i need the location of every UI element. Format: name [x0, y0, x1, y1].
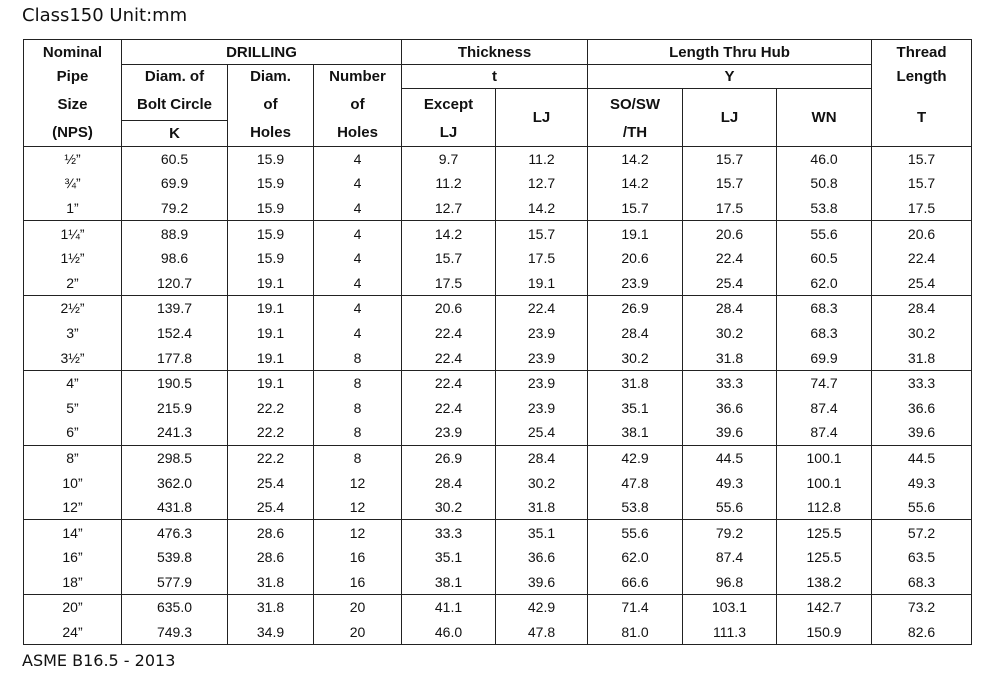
cell-thickness-except-lj: 35.1 [402, 545, 496, 570]
cell-thickness-lj: 31.8 [496, 495, 588, 520]
header-length-thru-hub: Length Thru Hub [588, 40, 872, 65]
header-drilling: DRILLING [122, 40, 402, 65]
header-nps-line2: Pipe [24, 65, 122, 89]
flange-dimensions-table [23, 39, 972, 645]
cell-thickness-except-lj: 22.4 [402, 321, 496, 346]
cell-hole-diameter: 15.9 [228, 196, 314, 221]
cell-bolt-circle: 577.9 [122, 570, 228, 595]
cell-hub-wn: 62.0 [777, 270, 872, 295]
table-row [24, 246, 972, 271]
cell-hub-lj: 28.4 [683, 296, 777, 321]
cell-bolt-circle: 69.9 [122, 171, 228, 196]
cell-bolt-circle: 476.3 [122, 520, 228, 545]
table-row [24, 545, 972, 570]
cell-bolt-circle: 635.0 [122, 595, 228, 620]
header-hub-symbol: Y [588, 65, 872, 89]
cell-thickness-except-lj: 15.7 [402, 246, 496, 271]
cell-thickness-lj: 28.4 [496, 445, 588, 470]
cell-bolt-circle: 60.5 [122, 146, 228, 171]
table-row [24, 171, 972, 196]
cell-bolt-circle: 120.7 [122, 270, 228, 295]
cell-hub-lj: 103.1 [683, 595, 777, 620]
table-row [24, 270, 972, 295]
header-except-lj-line1: Except [402, 89, 496, 121]
cell-thickness-lj: 22.4 [496, 296, 588, 321]
cell-hub-so-sw-th: 30.2 [588, 345, 683, 370]
cell-thickness-lj: 23.9 [496, 321, 588, 346]
cell-hole-count: 4 [314, 321, 402, 346]
cell-hole-diameter: 22.2 [228, 420, 314, 445]
cell-thread-length: 68.3 [872, 570, 972, 595]
cell-thickness-lj: 47.8 [496, 620, 588, 645]
cell-thickness-except-lj: 12.7 [402, 196, 496, 221]
cell-hub-so-sw-th: 53.8 [588, 495, 683, 520]
cell-thickness-except-lj: 9.7 [402, 146, 496, 171]
cell-hub-so-sw-th: 42.9 [588, 445, 683, 470]
header-hub-lj: LJ [683, 89, 777, 147]
cell-hub-lj: 25.4 [683, 270, 777, 295]
cell-thickness-except-lj: 22.4 [402, 370, 496, 395]
cell-hole-count: 4 [314, 296, 402, 321]
cell-nps: 6” [24, 420, 122, 445]
cell-bolt-circle: 362.0 [122, 470, 228, 495]
cell-thread-length: 73.2 [872, 595, 972, 620]
cell-thickness-lj: 35.1 [496, 520, 588, 545]
table-row [24, 321, 972, 346]
cell-hub-wn: 100.1 [777, 470, 872, 495]
cell-hole-count: 4 [314, 246, 402, 271]
table-row [24, 370, 972, 395]
cell-thickness-lj: 23.9 [496, 395, 588, 420]
header-thickness: Thickness [402, 40, 588, 65]
table-row [24, 395, 972, 420]
cell-thickness-lj: 17.5 [496, 246, 588, 271]
cell-hub-lj: 39.6 [683, 420, 777, 445]
cell-hole-diameter: 15.9 [228, 246, 314, 271]
cell-hole-diameter: 34.9 [228, 620, 314, 645]
cell-hole-diameter: 15.9 [228, 221, 314, 246]
table-caption: Class150 Unit:mm [22, 5, 188, 26]
cell-thickness-lj: 14.2 [496, 196, 588, 221]
table-row [24, 420, 972, 445]
cell-thickness-lj: 42.9 [496, 595, 588, 620]
cell-thread-length: 15.7 [872, 146, 972, 171]
cell-nps: ½” [24, 146, 122, 171]
cell-hole-count: 12 [314, 470, 402, 495]
cell-hub-so-sw-th: 55.6 [588, 520, 683, 545]
cell-thickness-lj: 23.9 [496, 345, 588, 370]
cell-hub-so-sw-th: 26.9 [588, 296, 683, 321]
cell-hole-diameter: 31.8 [228, 595, 314, 620]
cell-hub-lj: 36.6 [683, 395, 777, 420]
header-number-holes-line1: Number [314, 65, 402, 89]
cell-hub-lj: 30.2 [683, 321, 777, 346]
cell-hole-count: 8 [314, 420, 402, 445]
cell-nps: 18” [24, 570, 122, 595]
cell-hub-wn: 138.2 [777, 570, 872, 595]
cell-hub-wn: 150.9 [777, 620, 872, 645]
cell-hub-so-sw-th: 28.4 [588, 321, 683, 346]
cell-bolt-circle: 177.8 [122, 345, 228, 370]
cell-nps: 1¼” [24, 221, 122, 246]
table-header [24, 40, 972, 147]
header-thread-line2: Length [872, 65, 972, 89]
cell-hole-diameter: 25.4 [228, 470, 314, 495]
table-row [24, 146, 972, 171]
cell-hub-so-sw-th: 35.1 [588, 395, 683, 420]
cell-thread-length: 17.5 [872, 196, 972, 221]
cell-nps: 5” [24, 395, 122, 420]
cell-hub-so-sw-th: 81.0 [588, 620, 683, 645]
table-body [24, 146, 972, 645]
header-bolt-circle-line2: Bolt Circle [122, 89, 228, 121]
header-except-lj-line2: LJ [402, 120, 496, 146]
cell-hole-count: 8 [314, 345, 402, 370]
cell-hole-diameter: 15.9 [228, 171, 314, 196]
cell-hole-count: 4 [314, 196, 402, 221]
header-bolt-circle-symbol: K [122, 120, 228, 146]
cell-hole-diameter: 31.8 [228, 570, 314, 595]
cell-hub-wn: 60.5 [777, 246, 872, 271]
cell-hub-wn: 53.8 [777, 196, 872, 221]
header-thread-symbol: T [872, 89, 972, 147]
cell-thread-length: 49.3 [872, 470, 972, 495]
cell-bolt-circle: 298.5 [122, 445, 228, 470]
cell-thread-length: 36.6 [872, 395, 972, 420]
header-nps-line1: Nominal [24, 40, 122, 65]
standard-reference: ASME B16.5 - 2013 [22, 651, 176, 670]
cell-hub-lj: 96.8 [683, 570, 777, 595]
header-sosw-line1: SO/SW [588, 89, 683, 121]
cell-hole-diameter: 22.2 [228, 395, 314, 420]
cell-hole-count: 16 [314, 545, 402, 570]
cell-thread-length: 63.5 [872, 545, 972, 570]
cell-thickness-lj: 25.4 [496, 420, 588, 445]
table-row [24, 345, 972, 370]
cell-thread-length: 55.6 [872, 495, 972, 520]
cell-nps: 2½” [24, 296, 122, 321]
header-diam-holes-line1: Diam. [228, 65, 314, 89]
cell-thickness-lj: 39.6 [496, 570, 588, 595]
cell-bolt-circle: 241.3 [122, 420, 228, 445]
cell-bolt-circle: 539.8 [122, 545, 228, 570]
cell-nps: 14” [24, 520, 122, 545]
header-number-holes-line2: of [314, 89, 402, 121]
cell-thread-length: 20.6 [872, 221, 972, 246]
cell-thread-length: 39.6 [872, 420, 972, 445]
cell-hub-lj: 33.3 [683, 370, 777, 395]
cell-thread-length: 33.3 [872, 370, 972, 395]
cell-nps: 10” [24, 470, 122, 495]
cell-thread-length: 25.4 [872, 270, 972, 295]
cell-hub-lj: 22.4 [683, 246, 777, 271]
cell-nps: 20” [24, 595, 122, 620]
cell-hub-so-sw-th: 20.6 [588, 246, 683, 271]
cell-hub-lj: 20.6 [683, 221, 777, 246]
cell-hub-so-sw-th: 15.7 [588, 196, 683, 221]
cell-thread-length: 31.8 [872, 345, 972, 370]
cell-hub-wn: 112.8 [777, 495, 872, 520]
cell-hub-wn: 55.6 [777, 221, 872, 246]
cell-hub-so-sw-th: 47.8 [588, 470, 683, 495]
table-row [24, 570, 972, 595]
cell-thickness-lj: 19.1 [496, 270, 588, 295]
cell-hole-count: 12 [314, 520, 402, 545]
header-number-holes-line3: Holes [314, 120, 402, 146]
cell-hub-lj: 49.3 [683, 470, 777, 495]
header-nps-line4: (NPS) [24, 120, 122, 146]
cell-hub-wn: 87.4 [777, 395, 872, 420]
cell-hub-so-sw-th: 38.1 [588, 420, 683, 445]
cell-thickness-except-lj: 14.2 [402, 221, 496, 246]
cell-nps: 8” [24, 445, 122, 470]
cell-nps: 24” [24, 620, 122, 645]
cell-hole-count: 12 [314, 495, 402, 520]
cell-nps: ¾” [24, 171, 122, 196]
cell-nps: 3½” [24, 345, 122, 370]
cell-hub-so-sw-th: 71.4 [588, 595, 683, 620]
cell-thread-length: 28.4 [872, 296, 972, 321]
cell-hole-diameter: 19.1 [228, 270, 314, 295]
table-row [24, 520, 972, 545]
cell-nps: 1” [24, 196, 122, 221]
cell-hub-lj: 17.5 [683, 196, 777, 221]
cell-hub-wn: 100.1 [777, 445, 872, 470]
cell-nps: 4” [24, 370, 122, 395]
cell-thickness-except-lj: 38.1 [402, 570, 496, 595]
cell-bolt-circle: 139.7 [122, 296, 228, 321]
cell-hub-so-sw-th: 62.0 [588, 545, 683, 570]
cell-hole-count: 8 [314, 395, 402, 420]
cell-nps: 12” [24, 495, 122, 520]
cell-thread-length: 22.4 [872, 246, 972, 271]
cell-bolt-circle: 98.6 [122, 246, 228, 271]
cell-thickness-lj: 11.2 [496, 146, 588, 171]
cell-nps: 3” [24, 321, 122, 346]
cell-thickness-lj: 23.9 [496, 370, 588, 395]
cell-hole-diameter: 19.1 [228, 296, 314, 321]
cell-bolt-circle: 190.5 [122, 370, 228, 395]
cell-hole-diameter: 25.4 [228, 495, 314, 520]
cell-hole-count: 8 [314, 370, 402, 395]
header-nps-line3: Size [24, 89, 122, 121]
table-row [24, 495, 972, 520]
header-diam-holes-line2: of [228, 89, 314, 121]
cell-thread-length: 30.2 [872, 321, 972, 346]
cell-hub-so-sw-th: 23.9 [588, 270, 683, 295]
cell-hub-wn: 68.3 [777, 296, 872, 321]
cell-thread-length: 82.6 [872, 620, 972, 645]
cell-hub-lj: 31.8 [683, 345, 777, 370]
cell-hole-count: 20 [314, 620, 402, 645]
cell-hole-count: 4 [314, 146, 402, 171]
cell-hole-diameter: 22.2 [228, 445, 314, 470]
cell-hole-diameter: 19.1 [228, 370, 314, 395]
cell-hub-lj: 111.3 [683, 620, 777, 645]
header-bolt-circle-line1: Diam. of [122, 65, 228, 89]
cell-hole-count: 20 [314, 595, 402, 620]
cell-bolt-circle: 152.4 [122, 321, 228, 346]
cell-bolt-circle: 749.3 [122, 620, 228, 645]
table-row [24, 221, 972, 246]
cell-thickness-lj: 30.2 [496, 470, 588, 495]
cell-thickness-except-lj: 22.4 [402, 345, 496, 370]
cell-bolt-circle: 431.8 [122, 495, 228, 520]
cell-thickness-except-lj: 41.1 [402, 595, 496, 620]
table-row [24, 445, 972, 470]
cell-hole-diameter: 19.1 [228, 321, 314, 346]
header-wn: WN [777, 89, 872, 147]
cell-thread-length: 57.2 [872, 520, 972, 545]
cell-bolt-circle: 79.2 [122, 196, 228, 221]
cell-hub-so-sw-th: 66.6 [588, 570, 683, 595]
cell-hub-so-sw-th: 19.1 [588, 221, 683, 246]
cell-bolt-circle: 88.9 [122, 221, 228, 246]
cell-hub-lj: 15.7 [683, 171, 777, 196]
header-diam-holes-line3: Holes [228, 120, 314, 146]
cell-hub-wn: 125.5 [777, 520, 872, 545]
cell-nps: 2” [24, 270, 122, 295]
cell-hub-wn: 68.3 [777, 321, 872, 346]
cell-hole-diameter: 28.6 [228, 520, 314, 545]
cell-thickness-lj: 15.7 [496, 221, 588, 246]
cell-hub-lj: 79.2 [683, 520, 777, 545]
table-row [24, 296, 972, 321]
cell-hole-diameter: 28.6 [228, 545, 314, 570]
cell-hub-wn: 69.9 [777, 345, 872, 370]
cell-hole-count: 4 [314, 221, 402, 246]
cell-hub-lj: 15.7 [683, 146, 777, 171]
cell-hub-wn: 46.0 [777, 146, 872, 171]
table-row [24, 595, 972, 620]
table-row [24, 470, 972, 495]
cell-hole-diameter: 19.1 [228, 345, 314, 370]
table-row [24, 196, 972, 221]
cell-hub-lj: 44.5 [683, 445, 777, 470]
cell-hub-so-sw-th: 14.2 [588, 146, 683, 171]
cell-thread-length: 44.5 [872, 445, 972, 470]
cell-hub-wn: 50.8 [777, 171, 872, 196]
cell-hub-lj: 87.4 [683, 545, 777, 570]
cell-hole-count: 4 [314, 270, 402, 295]
cell-thickness-except-lj: 26.9 [402, 445, 496, 470]
cell-nps: 1½” [24, 246, 122, 271]
cell-bolt-circle: 215.9 [122, 395, 228, 420]
cell-hole-count: 4 [314, 171, 402, 196]
table-row [24, 620, 972, 645]
header-sosw-line2: /TH [588, 120, 683, 146]
cell-hub-so-sw-th: 31.8 [588, 370, 683, 395]
cell-thread-length: 15.7 [872, 171, 972, 196]
cell-thickness-lj: 12.7 [496, 171, 588, 196]
cell-hub-wn: 125.5 [777, 545, 872, 570]
cell-thickness-except-lj: 17.5 [402, 270, 496, 295]
cell-thickness-except-lj: 22.4 [402, 395, 496, 420]
cell-hole-diameter: 15.9 [228, 146, 314, 171]
cell-hub-wn: 142.7 [777, 595, 872, 620]
cell-hub-so-sw-th: 14.2 [588, 171, 683, 196]
cell-thickness-except-lj: 28.4 [402, 470, 496, 495]
cell-hub-lj: 55.6 [683, 495, 777, 520]
cell-hub-wn: 74.7 [777, 370, 872, 395]
cell-thickness-except-lj: 23.9 [402, 420, 496, 445]
cell-hole-count: 8 [314, 445, 402, 470]
cell-thickness-except-lj: 46.0 [402, 620, 496, 645]
cell-thickness-except-lj: 11.2 [402, 171, 496, 196]
cell-thickness-except-lj: 33.3 [402, 520, 496, 545]
header-thickness-symbol: t [402, 65, 588, 89]
cell-thickness-lj: 36.6 [496, 545, 588, 570]
cell-hole-count: 16 [314, 570, 402, 595]
cell-thickness-except-lj: 30.2 [402, 495, 496, 520]
header-thread-line1: Thread [872, 40, 972, 65]
cell-nps: 16” [24, 545, 122, 570]
cell-thickness-except-lj: 20.6 [402, 296, 496, 321]
header-thickness-lj: LJ [496, 89, 588, 147]
cell-hub-wn: 87.4 [777, 420, 872, 445]
